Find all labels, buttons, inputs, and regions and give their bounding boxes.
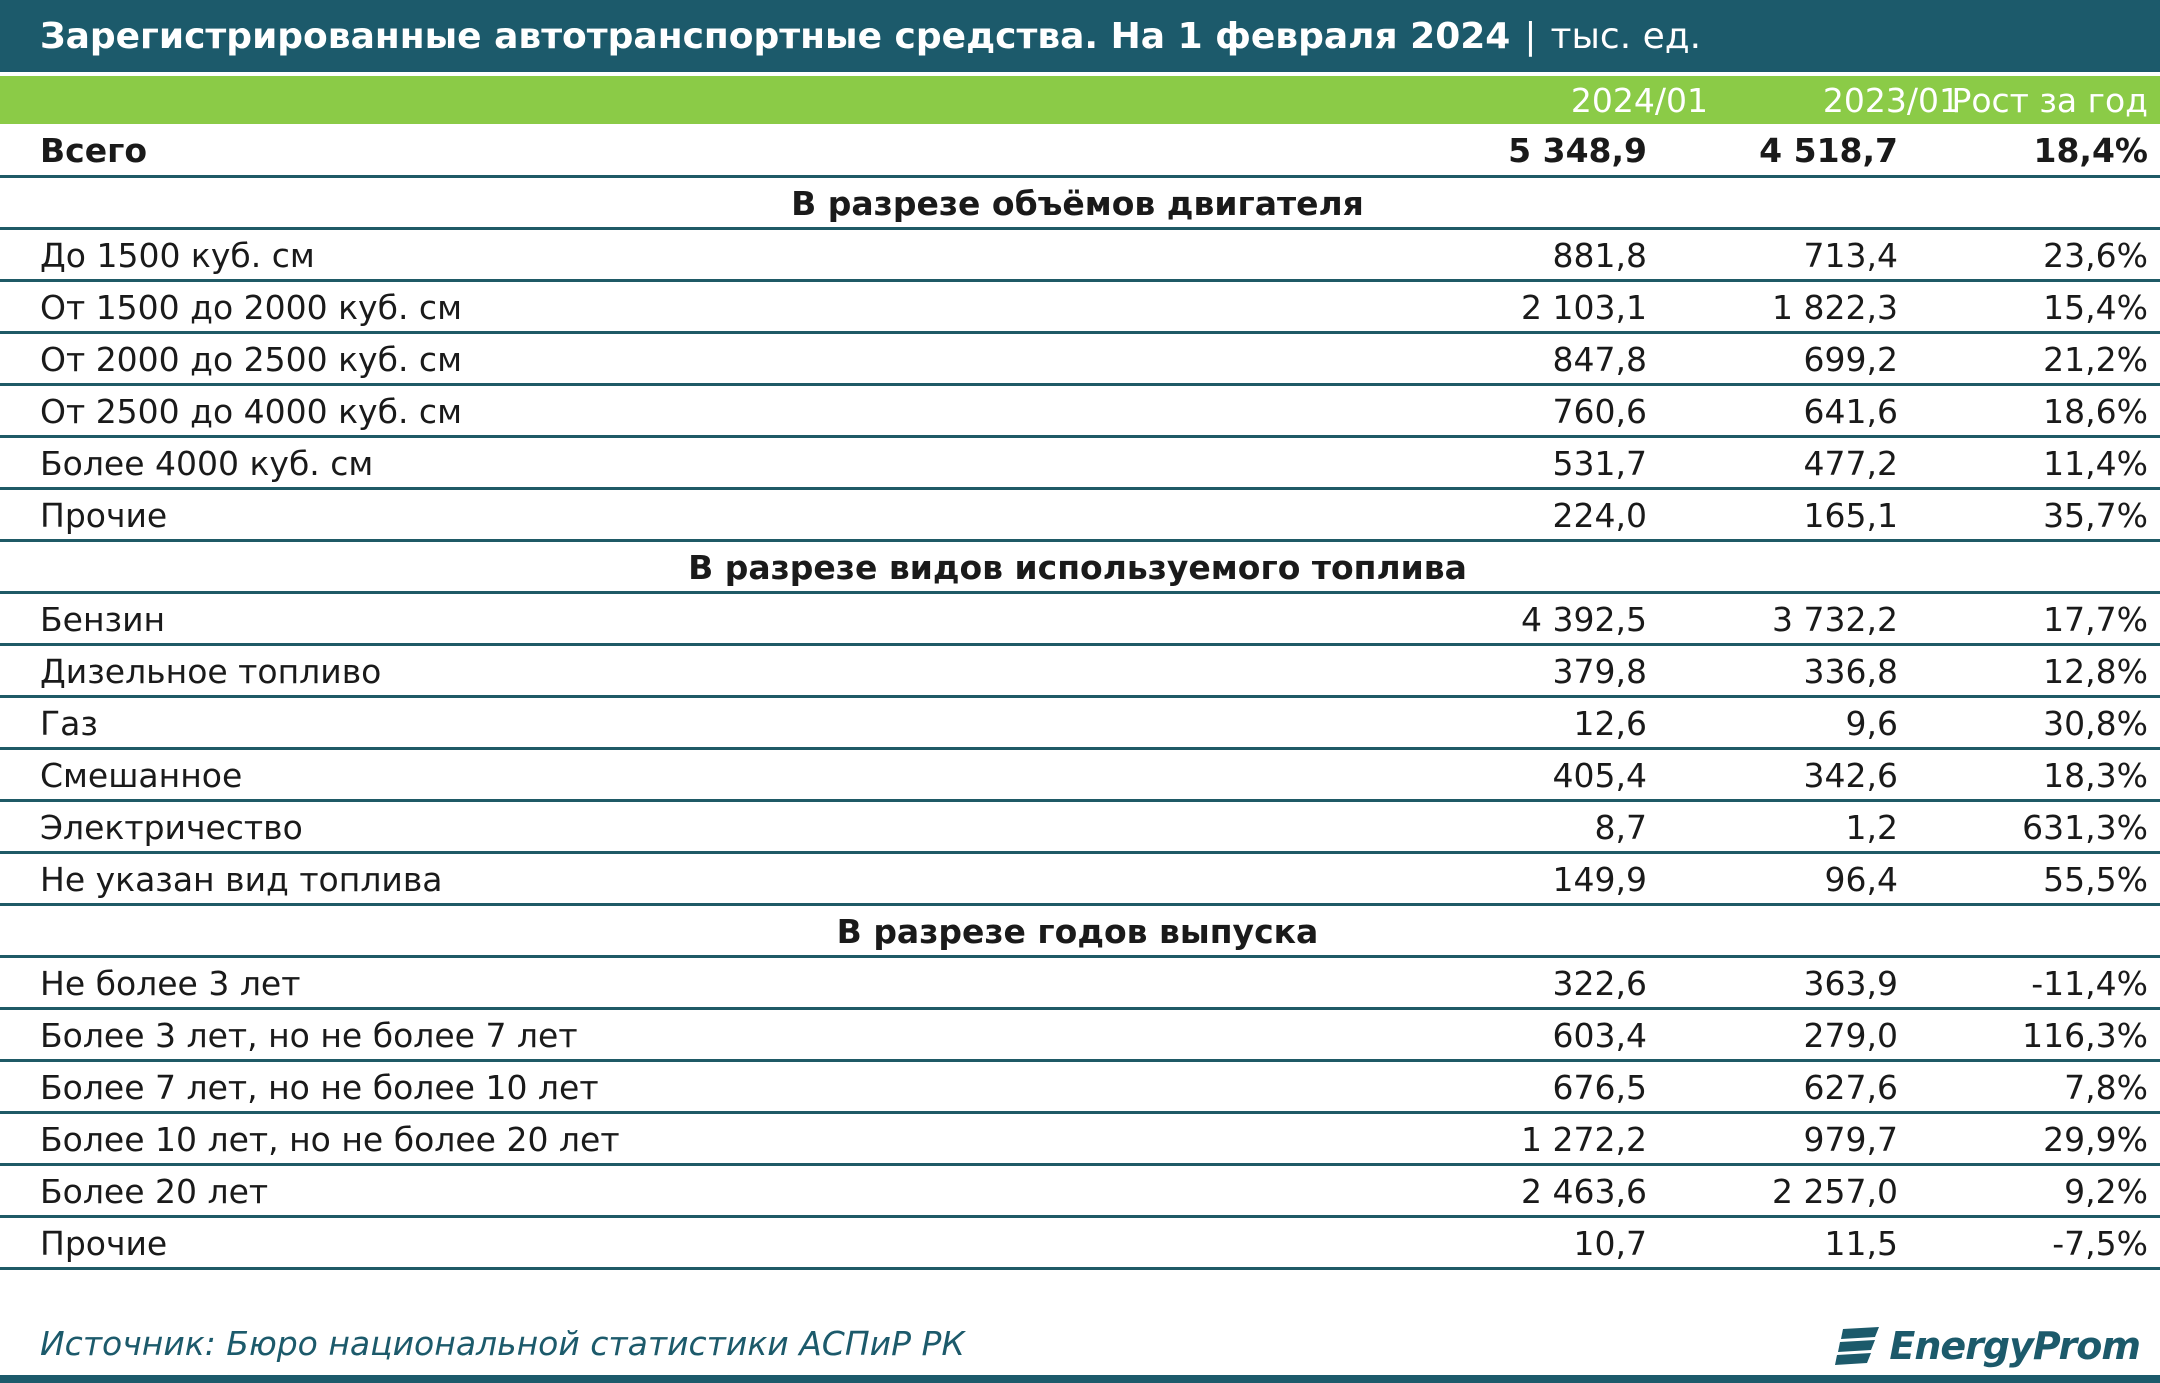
value-2024: 5 348,9 xyxy=(1508,131,1647,170)
table-row xyxy=(0,1114,2160,1166)
table-row xyxy=(0,698,2160,750)
value-2024: 881,8 xyxy=(1552,236,1647,275)
title-unit: тыс. ед. xyxy=(1550,15,1702,57)
row-label: Газ xyxy=(40,704,98,743)
row-label: Электричество xyxy=(40,808,303,847)
row-label: Не указан вид топлива xyxy=(40,860,443,899)
table-row xyxy=(0,386,2160,438)
value-growth: -11,4% xyxy=(2031,964,2148,1003)
row-label: Не более 3 лет xyxy=(40,964,301,1003)
section-title: В разрезе видов используемого топлива xyxy=(688,548,1467,587)
value-2024: 847,8 xyxy=(1552,340,1647,379)
table-row xyxy=(0,1062,2160,1114)
value-2024: 676,5 xyxy=(1552,1068,1647,1107)
value-growth: 35,7% xyxy=(2043,496,2148,535)
column-header-2023: 2023/01 xyxy=(1822,80,1960,120)
value-2024: 379,8 xyxy=(1552,652,1647,691)
value-2024: 8,7 xyxy=(1594,808,1647,847)
value-2023: 979,7 xyxy=(1803,1120,1898,1159)
value-2023: 641,6 xyxy=(1803,392,1898,431)
row-label: Бензин xyxy=(40,600,166,639)
table-row xyxy=(0,958,2160,1010)
value-growth: 55,5% xyxy=(2043,860,2148,899)
row-label: Более 4000 куб. см xyxy=(40,444,374,483)
value-2023: 477,2 xyxy=(1803,444,1898,483)
row-label: От 2000 до 2500 куб. см xyxy=(40,340,462,379)
value-2023: 4 518,7 xyxy=(1759,131,1898,170)
value-2024: 12,6 xyxy=(1573,704,1647,743)
source-note: Источник: Бюро национальной статистики АСПиР РК xyxy=(40,1324,965,1363)
page-title: Зарегистрированные автотранспортные средства. На 1 февраля 2024 xyxy=(40,15,1511,57)
table-row xyxy=(0,334,2160,386)
value-growth: 23,6% xyxy=(2043,236,2148,275)
brand-logo xyxy=(1835,1322,2140,1370)
value-growth: 631,3% xyxy=(2022,808,2148,847)
energyprom-logo-icon xyxy=(1835,1323,1881,1369)
column-header-2024: 2024/01 xyxy=(1570,80,1708,120)
value-2024: 1 272,2 xyxy=(1521,1120,1647,1159)
title-bar xyxy=(0,0,2160,72)
row-label: Более 10 лет, но не более 20 лет xyxy=(40,1120,620,1159)
value-2023: 1 822,3 xyxy=(1772,288,1898,327)
value-2024: 760,6 xyxy=(1552,392,1647,431)
value-growth: 21,2% xyxy=(2043,340,2148,379)
value-2023: 165,1 xyxy=(1803,496,1898,535)
value-2024: 603,4 xyxy=(1552,1016,1647,1055)
value-2024: 149,9 xyxy=(1552,860,1647,899)
section-header xyxy=(0,906,2160,958)
value-growth: 7,8% xyxy=(2064,1068,2148,1107)
value-growth: 116,3% xyxy=(2022,1016,2148,1055)
value-2023: 11,5 xyxy=(1824,1224,1898,1263)
value-2023: 2 257,0 xyxy=(1772,1172,1898,1211)
value-2024: 531,7 xyxy=(1552,444,1647,483)
value-2024: 10,7 xyxy=(1573,1224,1647,1263)
table-row-total xyxy=(0,124,2160,178)
footer xyxy=(0,1316,2160,1375)
section-header xyxy=(0,542,2160,594)
value-growth: 11,4% xyxy=(2043,444,2148,483)
section-title: В разрезе годов выпуска xyxy=(836,912,1319,951)
value-growth: 18,4% xyxy=(2033,131,2148,170)
table-row xyxy=(0,490,2160,542)
value-2024: 322,6 xyxy=(1552,964,1647,1003)
value-2023: 627,6 xyxy=(1803,1068,1898,1107)
table-row xyxy=(0,230,2160,282)
table-row xyxy=(0,1218,2160,1270)
table-row xyxy=(0,1010,2160,1062)
value-growth: 30,8% xyxy=(2043,704,2148,743)
value-2024: 2 103,1 xyxy=(1521,288,1647,327)
value-2024: 4 392,5 xyxy=(1521,600,1647,639)
row-label: Смешанное xyxy=(40,756,243,795)
row-label: От 1500 до 2000 куб. см xyxy=(40,288,462,327)
value-growth: 12,8% xyxy=(2043,652,2148,691)
value-2023: 3 732,2 xyxy=(1772,600,1898,639)
row-label: Дизельное топливо xyxy=(40,652,382,691)
table-row xyxy=(0,1166,2160,1218)
section-header xyxy=(0,178,2160,230)
value-growth: 18,6% xyxy=(2043,392,2148,431)
table-row xyxy=(0,646,2160,698)
row-label: От 2500 до 4000 куб. см xyxy=(40,392,462,431)
value-growth: 9,2% xyxy=(2064,1172,2148,1211)
row-label: Более 7 лет, но не более 10 лет xyxy=(40,1068,599,1107)
value-2023: 699,2 xyxy=(1803,340,1898,379)
value-growth: 29,9% xyxy=(2043,1120,2148,1159)
row-label: До 1500 куб. см xyxy=(40,236,315,275)
value-2023: 1,2 xyxy=(1845,808,1898,847)
value-2024: 2 463,6 xyxy=(1521,1172,1647,1211)
table-row xyxy=(0,802,2160,854)
value-2023: 363,9 xyxy=(1803,964,1898,1003)
value-2023: 713,4 xyxy=(1803,236,1898,275)
table-row xyxy=(0,282,2160,334)
value-2023: 9,6 xyxy=(1845,704,1898,743)
value-2024: 224,0 xyxy=(1552,496,1647,535)
bottom-bar xyxy=(0,1375,2160,1383)
table-row xyxy=(0,750,2160,802)
value-growth: 15,4% xyxy=(2043,288,2148,327)
title-separator: | xyxy=(1524,15,1537,57)
table-row xyxy=(0,854,2160,906)
table-row xyxy=(0,438,2160,490)
value-2023: 279,0 xyxy=(1803,1016,1898,1055)
table-row xyxy=(0,594,2160,646)
row-label: Прочие xyxy=(40,496,168,535)
row-label: Прочие xyxy=(40,1224,168,1263)
value-2023: 96,4 xyxy=(1824,860,1898,899)
row-label: Более 3 лет, но не более 7 лет xyxy=(40,1016,578,1055)
value-growth: 18,3% xyxy=(2043,756,2148,795)
value-2023: 336,8 xyxy=(1803,652,1898,691)
data-table xyxy=(0,124,2160,1270)
column-header-row xyxy=(0,76,2160,124)
value-2023: 342,6 xyxy=(1803,756,1898,795)
value-growth: 17,7% xyxy=(2043,600,2148,639)
column-header-growth: Рост за год xyxy=(1951,80,2148,120)
logo-text: EnergyProm xyxy=(1889,1324,2140,1368)
section-title: В разрезе объёмов двигателя xyxy=(791,184,1364,223)
row-label: Всего xyxy=(40,131,148,170)
value-growth: -7,5% xyxy=(2052,1224,2148,1263)
value-2024: 405,4 xyxy=(1552,756,1647,795)
row-label: Более 20 лет xyxy=(40,1172,269,1211)
